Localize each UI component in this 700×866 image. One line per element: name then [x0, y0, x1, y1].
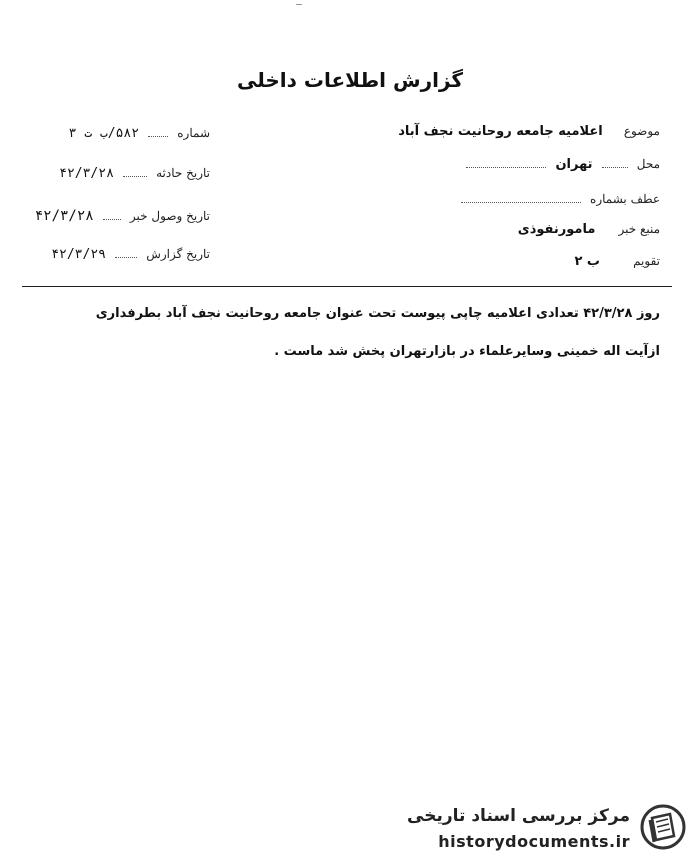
field-reference-label: عطف بشماره: [590, 192, 660, 206]
page-mark: [296, 4, 302, 8]
field-subject-label: موضوع: [623, 124, 660, 138]
body-line-1: روز ۴۲/۳/۲۸ تعدادی اعلامیه چاپی پیوست تحت عنوان جامعه روحانیت نجف آباد بطرفداری: [95, 306, 660, 321]
field-calendar: [574, 250, 660, 269]
field-location: [466, 153, 660, 172]
field-number-value: ۵۸۲/ب ت ۳: [68, 126, 140, 141]
field-location-label: محل: [636, 157, 660, 171]
field-report-date-value: ۴۲/۳/۲۹: [51, 247, 106, 262]
field-report-date: [51, 243, 210, 262]
field-source-label: منبع خبر: [618, 222, 660, 236]
watermark-name: مرکز بررسی اسناد تاریخی: [407, 806, 630, 826]
field-received-date: [35, 205, 210, 224]
field-incident-date-label: تاریخ حادثه: [156, 166, 210, 180]
field-number: [69, 122, 210, 141]
field-subject: [398, 120, 660, 139]
field-calendar-value: ب ۲: [574, 254, 600, 269]
watermark-url: historydocuments.ir: [438, 832, 630, 851]
field-source: [518, 218, 660, 237]
document-title: گزارش اطلاعات داخلی: [236, 68, 464, 92]
field-report-date-label: تاریخ گزارش: [146, 247, 210, 261]
field-subject-value: اعلامیه جامعه روحانیت نجف آباد: [398, 124, 603, 139]
watermark: [376, 804, 686, 856]
field-received-date-label: تاریخ وصول خبر: [129, 209, 210, 223]
book-logo-icon: [640, 804, 686, 850]
field-location-value: تهران: [555, 157, 593, 172]
field-number-label: شماره: [177, 126, 210, 140]
field-received-date-value: ۴۲/۳/۲۸: [34, 208, 94, 224]
body-line-2: ازآیت اله خمینی وسایرعلماء در بازارتهران پخش شد ماست .: [274, 344, 660, 359]
field-reference: [461, 188, 660, 207]
field-source-value: مامورنفوذی: [517, 222, 596, 237]
field-incident-date-value: ۴۲/۳/۲۸: [59, 166, 114, 181]
field-incident-date: [59, 162, 210, 181]
field-calendar-label: تقویم: [633, 254, 660, 268]
header-divider: [22, 286, 672, 287]
